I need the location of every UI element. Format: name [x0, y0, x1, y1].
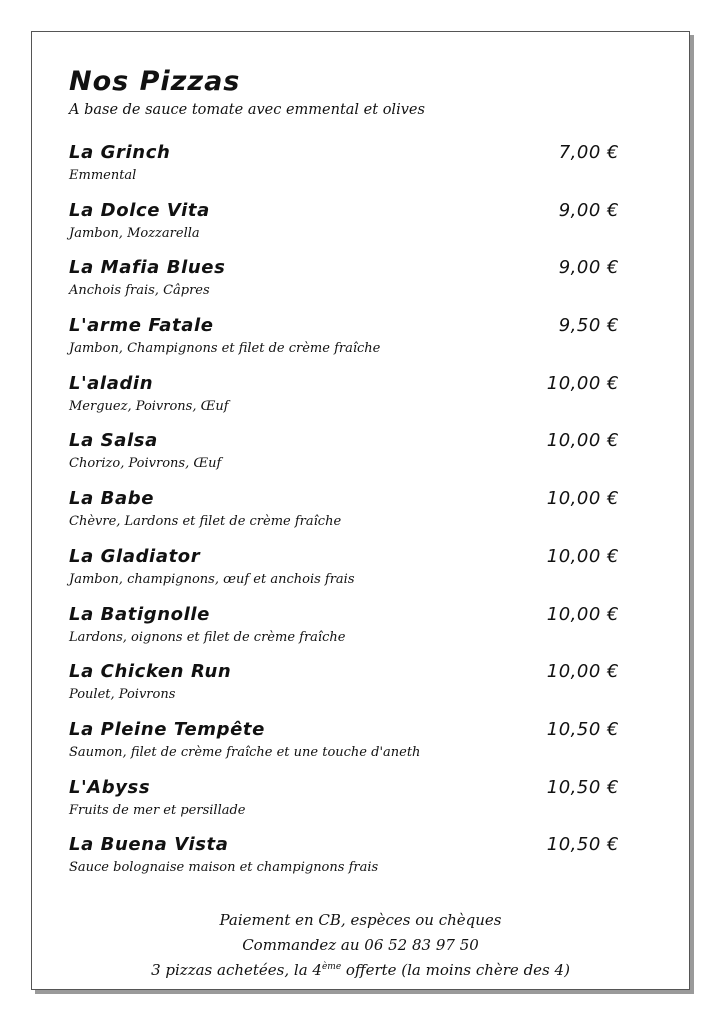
pizza-description: Fruits de mer et persillade: [69, 802, 246, 818]
pizza-name: La Pleine Tempête: [69, 718, 265, 740]
pizza-price: 10,00 €: [546, 488, 619, 510]
payment-info: Paiement en CB, espèces ou chèques: [219, 911, 502, 929]
pizza-description: Lardons, oignons et filet de crème fraîche: [69, 629, 346, 645]
menu-page: [31, 31, 690, 990]
pizza-name: La Gladiator: [69, 545, 201, 567]
pizza-item: [32, 776, 689, 834]
pizza-description: Chèvre, Lardons et filet de crème fraîche: [69, 514, 342, 530]
pizza-price: 9,00 €: [558, 199, 619, 221]
pizza-description: Jambon, Champignons et filet de crème fraîche: [69, 341, 381, 357]
pizza-name: La Salsa: [69, 430, 158, 452]
pizza-name: La Buena Vista: [69, 834, 229, 856]
pizza-price: 10,50 €: [546, 834, 619, 856]
offer-superscript: ème: [321, 962, 342, 972]
pizza-item: [32, 314, 689, 372]
pizza-item: [32, 660, 689, 718]
pizza-description: Chorizo, Poivrons, Œuf: [69, 456, 222, 472]
pizza-price: 10,50 €: [546, 718, 619, 740]
pizza-name: L'arme Fatale: [69, 315, 214, 337]
pizza-name: L'Abyss: [69, 776, 151, 798]
offer-info: [32, 958, 689, 983]
order-phone: Commandez au 06 52 83 97 50: [242, 936, 479, 954]
pizza-item: [32, 372, 689, 430]
pizza-price: 10,00 €: [546, 430, 619, 452]
pizza-description: Anchois frais, Câpres: [69, 283, 210, 299]
pizza-name: La Dolce Vita: [69, 199, 210, 221]
pizza-description: Saumon, filet de crème fraîche et une touche d'aneth: [69, 744, 421, 760]
menu-subtitle: A base de sauce tomate avec emmental et olives: [69, 102, 425, 118]
pizza-description: Merguez, Poivrons, Œuf: [69, 398, 229, 414]
pizza-price: 7,00 €: [558, 142, 619, 163]
pizza-name: La Mafia Blues: [69, 257, 226, 279]
pizza-name: La Grinch: [69, 142, 171, 163]
pizza-item: [32, 603, 689, 661]
menu-title: Nos Pizzas: [69, 66, 241, 97]
pizza-item: [32, 256, 689, 314]
pizza-price: 9,00 €: [558, 257, 619, 279]
pizza-item: [32, 199, 689, 257]
pizza-price: 10,50 €: [546, 776, 619, 798]
offer-prefix: 3 pizzas achetées, la 4: [151, 961, 322, 979]
pizza-description: Jambon, Mozzarella: [69, 225, 200, 241]
pizza-name: La Chicken Run: [69, 661, 232, 683]
pizza-item: [32, 833, 689, 891]
menu-footer: [32, 908, 689, 983]
pizza-price: 10,00 €: [546, 661, 619, 683]
pizza-item: [32, 487, 689, 545]
pizza-price: 10,00 €: [546, 372, 619, 394]
pizza-item: [32, 545, 689, 603]
pizza-list: [32, 141, 689, 891]
pizza-price: 10,00 €: [546, 603, 619, 625]
pizza-description: Jambon, champignons, œuf et anchois frais: [69, 571, 355, 587]
pizza-item: [32, 718, 689, 776]
pizza-description: Sauce bolognaise maison et champignons frais: [69, 860, 379, 876]
pizza-description: Emmental: [69, 168, 137, 183]
pizza-name: La Babe: [69, 488, 155, 510]
pizza-name: L'aladin: [69, 372, 154, 394]
pizza-price: 10,00 €: [546, 545, 619, 567]
pizza-item: [32, 141, 689, 199]
pizza-item: [32, 429, 689, 487]
pizza-name: La Batignolle: [69, 603, 210, 625]
pizza-description: Poulet, Poivrons: [69, 687, 176, 703]
pizza-price: 9,50 €: [558, 315, 619, 337]
offer-suffix: offerte (la moins chère des 4): [341, 961, 570, 979]
